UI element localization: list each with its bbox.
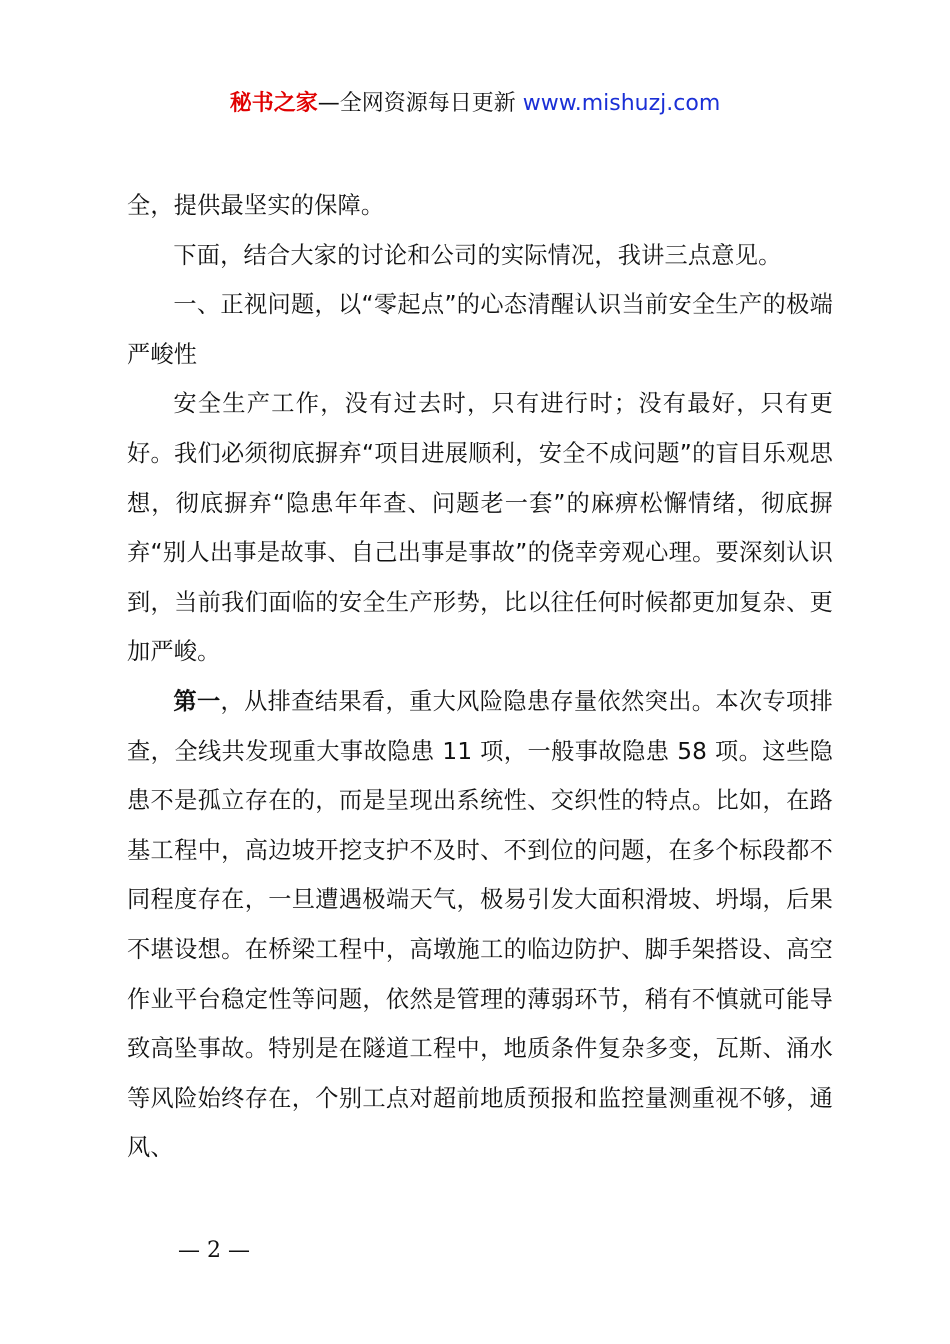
paragraph-continuation: 全，提供最坚实的保障。 [127, 192, 385, 219]
paragraph-intro: 下面，结合大家的讨论和公司的实际情况，我讲三点意见。 [173, 241, 782, 269]
page-number: — 2 — [178, 1238, 250, 1263]
first-point-text: ，从排查结果看，重大风险隐患存量依然突出。本次专项排查，全线共发现重大事故隐患 11 项，一般事故隐患 58 项。这些隐患不是孤立存在的，而是呈现出系统性、交织性的特点。比如，在路基工程中，高边坡开挖支护不及时、不到位的问题，在多个标段都不同程度存在，一旦遭遇极端天气，极易引发大面积滑坡、坍塌，后果不堪设想。在桥梁工程中，高墩施工的临边防护、脚手架搭设、高空作业平台稳定性等问题，依然是管理的薄弱环节，稍有不慎就可能导致高坠事故。特别是在隧道工程中，地质条件复杂多变，瓦斯、涌水等风险始终存在，个别工点对超前地质预报和监控量测重视不够，通风、 [127, 687, 834, 1162]
site-url[interactable]: www.mishuzj.com [522, 91, 721, 116]
section-heading: 一、正视问题，以“零起点”的心态清醒认识当前安全生产的极端严峻性 [127, 291, 833, 368]
site-brand: 秘书之家 [229, 91, 318, 116]
document-body [127, 181, 833, 1173]
paragraph-body: 安全生产工作，没有过去时，只有进行时；没有最好，只有更好。我们必须彻底摒弃“项目进展顺利，安全不成问题”的盲目乐观思想，彻底摒弃“隐患年年查、问题老一套”的麻痹松懈情绪，彻底摒弃“别人出事是故事、自己出事是事故”的侥幸旁观心理。要深刻认识到，当前我们面临的安全生产形势，比以往任何时候都更加复杂、更加严峻。 [127, 390, 833, 666]
paragraph-first-point [127, 677, 833, 1173]
site-header [0, 84, 950, 124]
site-tagline: —全网资源每日更新 [317, 91, 516, 116]
first-point-lead: 第一 [173, 687, 221, 715]
